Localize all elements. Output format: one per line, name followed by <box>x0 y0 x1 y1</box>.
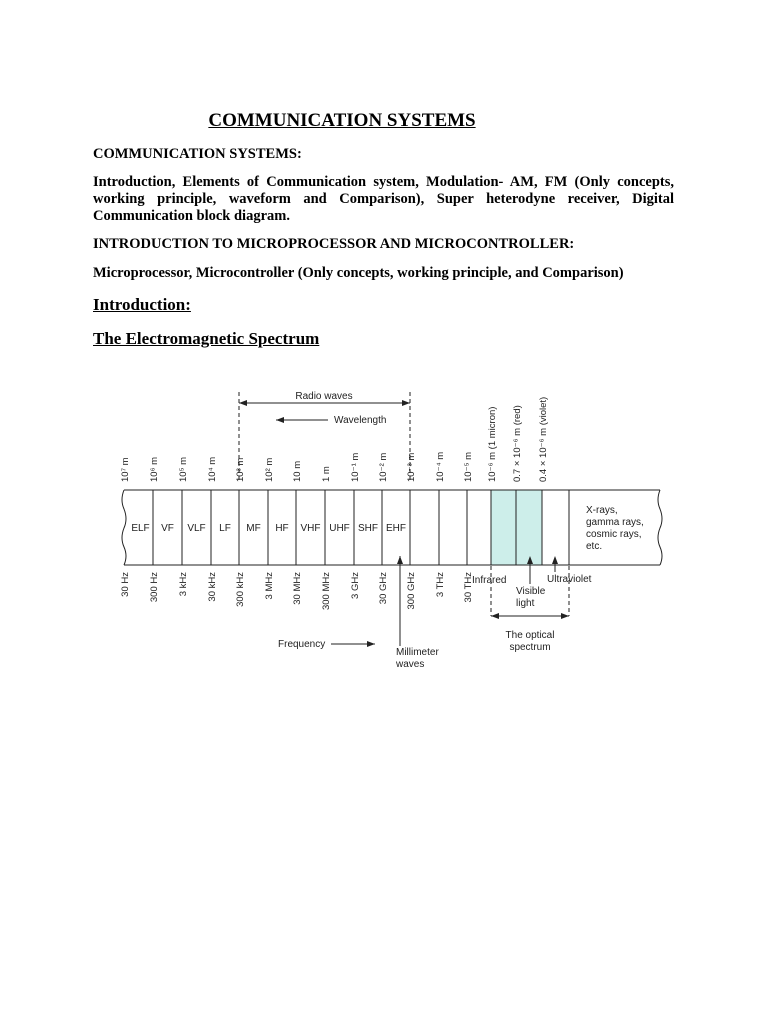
optical-tick-label: 0.7 × 10⁻⁶ m (red) <box>512 405 523 482</box>
wavelength-ticks <box>120 452 474 482</box>
band-label: VF <box>161 523 174 534</box>
radio-arrow-right-head <box>402 400 410 406</box>
bar-right-break <box>658 490 662 565</box>
wavelength-tick-label: 10⁻¹ m <box>350 452 361 482</box>
radio-waves-label: Radio waves <box>295 391 353 402</box>
frequency-label: Frequency <box>278 639 326 650</box>
wavelength-tick-label: 10² m <box>264 457 275 482</box>
frequency-tick-label: 3 THz <box>435 572 446 598</box>
optical-tick-label: 0.4 × 10⁻⁶ m (violet) <box>538 396 549 482</box>
xray-label-2: gamma rays, <box>586 517 644 528</box>
frequency-tick-label: 30 Hz <box>120 572 131 597</box>
xray-label-3: cosmic rays, <box>586 529 642 540</box>
millimeter-label-2: waves <box>396 659 425 670</box>
optical-label-1: The optical <box>505 630 555 641</box>
section2-body: Microprocessor, Microcontroller (Only concepts, working principle, and Comparison) <box>93 265 624 281</box>
frequency-tick-label: 3 MHz <box>264 572 275 600</box>
optical-arrow-right-head <box>561 613 569 619</box>
wavelength-tick-label: 10⁻⁵ m <box>463 451 474 482</box>
visible-label-1: Visible <box>516 586 546 597</box>
frequency-tick-label: 3 kHz <box>178 572 189 597</box>
section1-body: Introduction, Elements of Communication system, Modulation- AM, FM (Only concepts, working principle, waveform and Comparison), Super heterodyne receiver, Digital Communication block diagram. <box>93 174 674 224</box>
band-label: EHF <box>386 523 406 534</box>
radio-arrow-left-head <box>239 400 247 406</box>
infrared-label: Infrared <box>472 575 507 586</box>
band-labels <box>131 523 406 534</box>
band-label: UHF <box>329 523 350 534</box>
optical-tick-label: 10⁻⁶ m (1 micron) <box>487 406 498 482</box>
band-label: LF <box>219 523 231 534</box>
frequency-tick-label: 30 MHz <box>292 572 303 605</box>
frequency-tick-label: 3 GHz <box>350 572 361 599</box>
introduction-heading: Introduction: <box>93 295 191 314</box>
wavelength-tick-label: 10⁴ m <box>207 456 218 482</box>
page-title: COMMUNICATION SYSTEMS <box>208 110 476 131</box>
xray-label-4: etc. <box>586 541 603 552</box>
millimeter-pointer-head <box>397 556 403 564</box>
wavelength-tick-label: 10³ m <box>235 457 246 482</box>
frequency-tick-label: 30 kHz <box>207 572 218 602</box>
wavelength-label: Wavelength <box>334 415 387 426</box>
section1-heading: COMMUNICATION SYSTEMS: <box>93 146 302 162</box>
frequency-ticks <box>120 572 474 610</box>
xray-label-1: X-rays, <box>586 505 618 516</box>
ultraviolet-label: Ultraviolet <box>547 574 592 585</box>
electromagnetic-spectrum-diagram <box>0 370 768 690</box>
frequency-tick-label: 30 THz <box>463 572 474 603</box>
wavelength-tick-label: 10⁷ m <box>120 457 131 482</box>
wavelength-tick-label: 1 m <box>321 466 332 482</box>
wavelength-tick-label: 10 m <box>292 460 303 482</box>
band-label: SHF <box>358 523 378 534</box>
wavelength-arrow-head <box>276 417 284 423</box>
millimeter-label-1: Millimeter <box>396 647 439 658</box>
frequency-tick-label: 300 Hz <box>149 572 160 603</box>
visible-label-2: light <box>516 598 535 609</box>
wavelength-tick-label: 10⁻² m <box>378 452 389 482</box>
ultraviolet-pointer-head <box>552 556 558 564</box>
band-label: ELF <box>131 523 150 534</box>
frequency-tick-label: 300 GHz <box>406 572 417 610</box>
band-label: VLF <box>187 523 206 534</box>
wavelength-tick-label: 10⁶ m <box>149 456 160 482</box>
frequency-tick-label: 300 kHz <box>235 572 246 607</box>
spectrum-heading: The Electromagnetic Spectrum <box>93 329 320 348</box>
bar-left-break <box>122 490 126 565</box>
wavelength-tick-label: 10⁻⁴ m <box>435 451 446 482</box>
optical-wavelength-ticks <box>487 397 549 482</box>
optical-arrow-left-head <box>491 613 499 619</box>
frequency-tick-label: 30 GHz <box>378 572 389 605</box>
band-label: VHF <box>300 523 321 534</box>
wavelength-tick-label: 10⁵ m <box>178 456 189 482</box>
frequency-tick-label: 300 MHz <box>321 572 332 611</box>
section2-heading: INTRODUCTION TO MICROPROCESSOR AND MICROCONTROLLER: <box>93 236 575 252</box>
optical-label-2: spectrum <box>509 642 551 653</box>
band-label: MF <box>246 523 261 534</box>
band-label: HF <box>275 523 289 534</box>
frequency-arrow-head <box>367 641 375 647</box>
wavelength-tick-label: 10⁻³ m <box>406 452 417 482</box>
